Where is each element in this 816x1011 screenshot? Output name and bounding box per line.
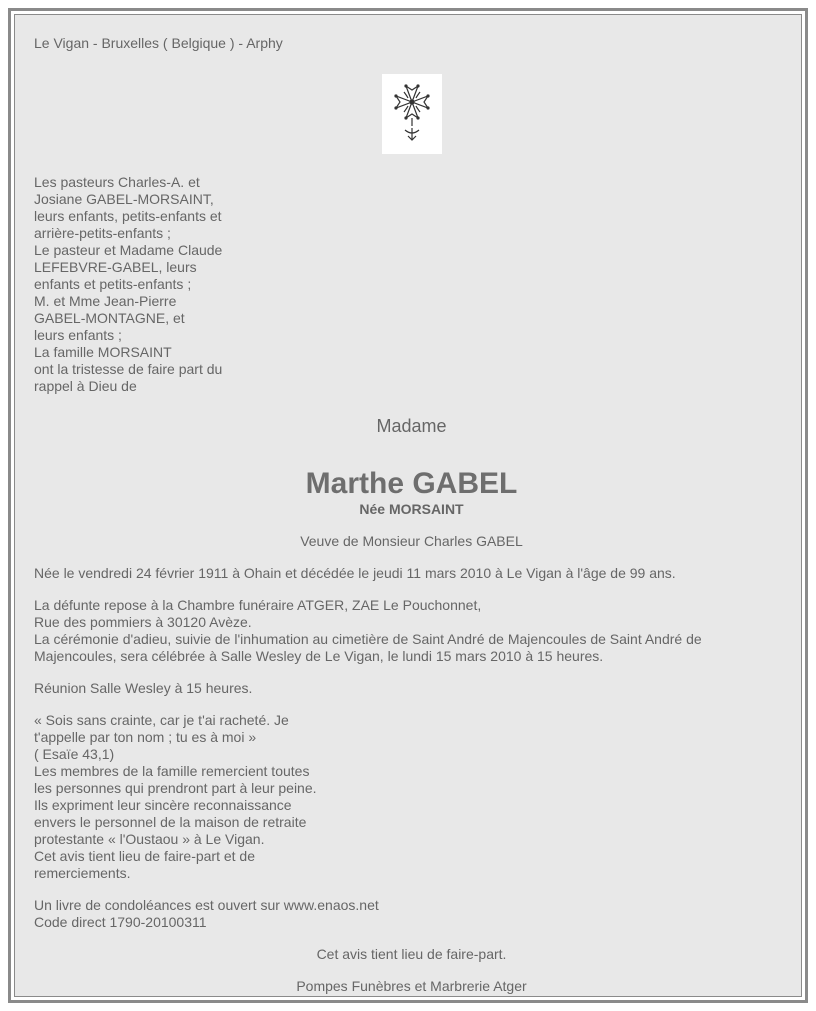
family-line: leurs enfants ;: [34, 327, 122, 343]
condolence-code: Code direct 1790-20100311: [34, 914, 207, 930]
family-line: Le pasteur et Madame Claude: [34, 242, 223, 258]
notice-panel: [14, 14, 802, 997]
verse-line: protestante « l'Oustaou » à Le Vigan.: [34, 831, 265, 847]
verse-line: « Sois sans crainte, car je t'ai racheté. Je: [34, 712, 289, 728]
family-line: ont la tristesse de faire part du: [34, 361, 223, 377]
family-line: LEFEBVRE-GABEL, leurs: [34, 259, 197, 275]
verse-and-thanks: [34, 712, 334, 882]
family-announcement: [34, 174, 244, 395]
verse-line: remerciements.: [34, 865, 131, 881]
family-line: arrière-petits-enfants ;: [34, 225, 171, 241]
maiden-name: Née MORSAINT: [359, 501, 464, 517]
ceremony-line: Rue des pommiers à 30120 Avèze.: [34, 614, 252, 630]
family-line: Josiane GABEL-MORSAINT,: [34, 191, 214, 207]
widow-of: Veuve de Monsieur Charles GABEL: [300, 533, 523, 549]
funeral-home-name: Pompes Funèbres et Marbrerie Atger: [296, 978, 527, 994]
family-line: Les pasteurs Charles-A. et: [34, 174, 200, 190]
emblem-box: [382, 74, 442, 154]
family-line: leurs enfants, petits-enfants et: [34, 208, 222, 224]
deceased-title: Madame: [376, 416, 447, 436]
ceremony-line: La défunte repose à la Chambre funéraire ATGER, ZAE Le Pouchonnet,: [34, 597, 482, 613]
verse-line: Cet avis tient lieu de faire-part et de: [34, 848, 256, 864]
location-header: Le Vigan - Bruxelles ( Belgique ) - Arphy: [34, 35, 283, 51]
verse-line: ( Esaïe 43,1): [34, 746, 115, 762]
reunion-text: Réunion Salle Wesley à 15 heures.: [34, 680, 253, 696]
family-line: rappel à Dieu de: [34, 378, 137, 394]
verse-line: les personnes qui prendront part à leur peine.: [34, 780, 317, 796]
deceased-name: Marthe GABEL: [305, 467, 518, 500]
family-line: M. et Mme Jean-Pierre: [34, 293, 177, 309]
notice-content: [34, 35, 789, 995]
ceremony-line: Majencoules, sera célébrée à Salle Wesley de Le Vigan, le lundi 15 mars 2010 à 15 heures.: [34, 648, 604, 664]
birth-death-text: Née le vendredi 24 février 1911 à Ohain et décédée le jeudi 11 mars 2010 à Le Vigan à l'âge de 99 ans.: [34, 565, 676, 581]
verse-line: envers le personnel de la maison de retraite: [34, 814, 307, 830]
footer-notice: Cet avis tient lieu de faire-part.: [316, 946, 507, 962]
condolence-info: [34, 897, 789, 931]
family-line: La famille MORSAINT: [34, 344, 172, 360]
ceremony-details: [34, 597, 789, 665]
ceremony-line: La cérémonie d'adieu, suivie de l'inhumation au cimetière de Saint André de Majencoules de Saint André de: [34, 631, 702, 647]
verse-line: Ils expriment leur sincère reconnaissance: [34, 797, 292, 813]
condolence-line: Un livre de condoléances est ouvert sur www.enaos.net: [34, 897, 379, 913]
family-line: enfants et petits-enfants ;: [34, 276, 192, 292]
verse-line: Les membres de la famille remercient toutes: [34, 763, 310, 779]
verse-line: t'appelle par ton nom ; tu es à moi »: [34, 729, 257, 745]
huguenot-cross-icon: [387, 78, 437, 150]
page-frame: [8, 8, 808, 1003]
family-line: GABEL-MONTAGNE, et: [34, 310, 185, 326]
